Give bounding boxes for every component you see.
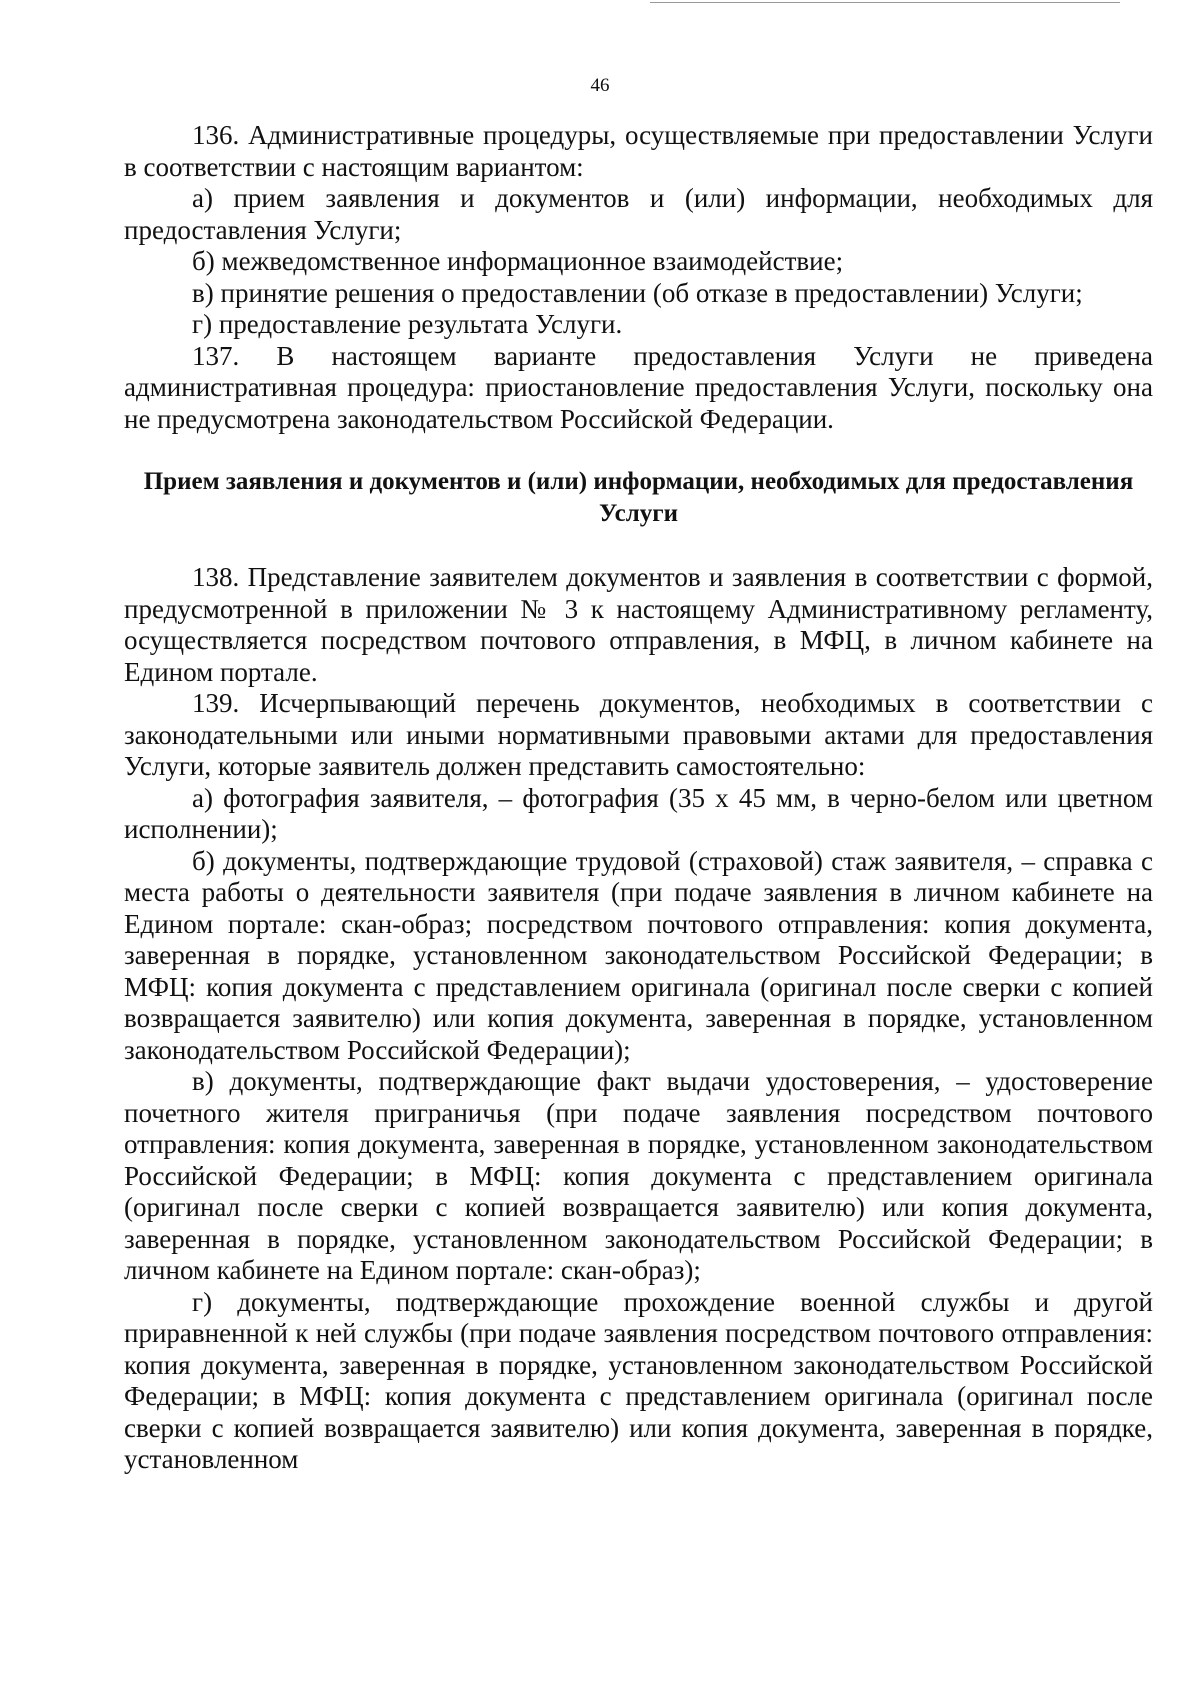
list-item-a: а) прием заявления и документов и (или) информации, необходимых для предоставления Услуги; [124, 183, 1153, 245]
paragraph-139: 139. Исчерпывающий перечень документов, необходимых в соответствии с законодательными или иными нормативными правовыми актами для предоставления Услуги, которые заявитель должен представить самостоятельно: [124, 688, 1153, 781]
paragraph-137: 137. В настоящем варианте предоставления Услуги не приведена административная процедура: приостановление предоставления Услуги, поскольку она не предусмотрена законодательством Российской Федерации. [124, 340, 1153, 434]
list-item-g: г) предоставление результата Услуги. [192, 309, 623, 339]
document-item-a: а) фотография заявителя, – фотография (35 х 45 мм, в черно-белом или цветном исполнении); [124, 782, 1153, 844]
list-item-b: б) межведомственное информационное взаимодействие; [192, 246, 844, 276]
list-item-v: в) принятие решения о предоставлении (об отказе в предоставлении) Услуги; [192, 277, 1083, 308]
paragraph-138: 138. Представление заявителем документов и заявления в соответствии с формой, предусмотренной в приложении № 3 к настоящему Административному регламенту, осуществляется посредством почтового отправления, в МФЦ, в личном кабинете на Едином портале. [124, 562, 1153, 687]
document-item-b: б) документы, подтверждающие трудовой (страховой) стаж заявителя, – справка с места работы о деятельности заявителя (при подаче заявления в личном кабинете на Едином портале: скан-образ; посредством почтового отправления: копия документа, заверенная в порядке, установленном законодательством Российской Федерации; в МФЦ: копия документа с представлением оригинала (оригинал после сверки с копией возвращается заявителю) или копия документа, заверенная в порядке, установленном законодательством Российской Федерации); [124, 845, 1153, 1065]
document-body [124, 120, 1153, 1476]
document-item-v: в) документы, подтверждающие факт выдачи удостоверения, – удостоверение почетного жителя приграничья (при подаче заявления посредством почтового отправления: копия документа, заверенная в порядке, установленном законодательством Российской Федерации; в МФЦ: копия документа с представлением оригинала (оригинал после сверки с копией возвращается заявителю) или копия документа, заверенная в порядке, установленном законодательством Российской Федерации; в личном кабинете на Едином портале: скан-образ); [124, 1066, 1153, 1285]
paragraph-136: 136. Административные процедуры, осуществляемые при предоставлении Услуги в соответствии с настоящим вариантом: [124, 120, 1153, 182]
section-heading: Прием заявления и документов и (или) информации, необходимых для предоставления Услуги [143, 468, 1134, 527]
page-number: 46 [590, 75, 610, 96]
document-item-g: г) документы, подтверждающие прохождение военной службы и другой приравненной к ней службы (при подаче заявления посредством почтового отправления: копия документа, заверенная в порядке, установленном законодательством Российской Федерации; в МФЦ: копия документа с представлением оригинала (оригинал после сверки с копией возвращается заявителю) или копия документа, заверенная в порядке, установленном [124, 1286, 1153, 1474]
